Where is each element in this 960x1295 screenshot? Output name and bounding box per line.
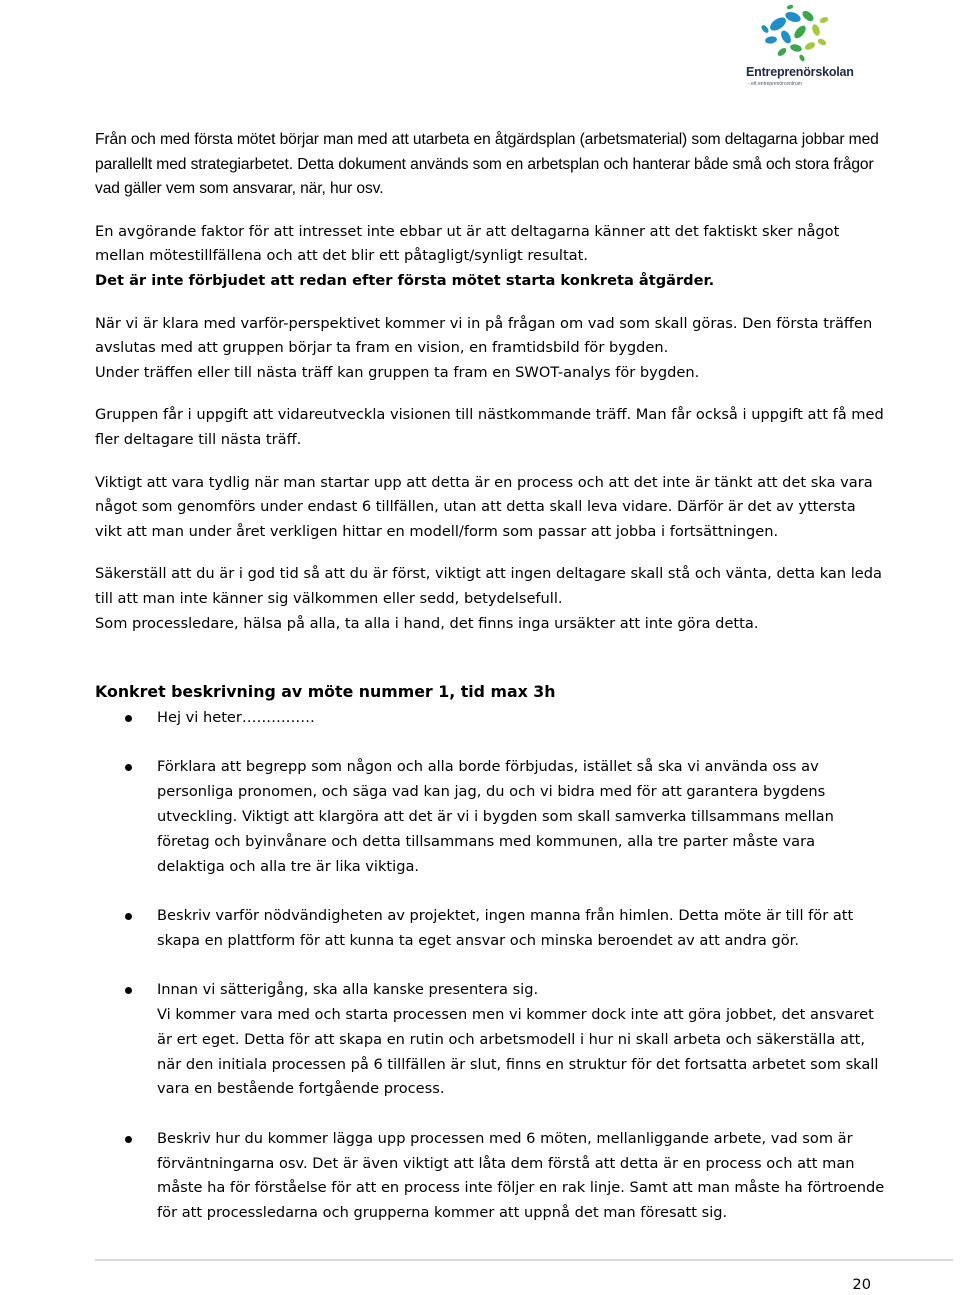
list-item-text: Hej vi heter…………… — [157, 709, 315, 727]
bullet-icon — [125, 764, 132, 771]
logo-name: Entreprenörskolan — [746, 65, 854, 79]
paragraph-6: Säkerställ att du är i god tid så att du är först, viktigt att ingen deltagare skall stå och vänta, detta kan leda till att man inte känner sig välkommen eller sedd, betydelsefull. — [95, 565, 882, 607]
paragraph-6b: Som processledare, hälsa på alla, ta alla i hand, det finns inga ursäkter att inte göra detta. — [95, 614, 759, 632]
bullet-icon — [125, 715, 132, 722]
list-item-text: Beskriv hur du kommer lägga upp processen med 6 möten, mellanliggande arbete, vad som är förväntningarna osv. Det är även viktigt att låta dem förstå att detta är en process och att man måste ha för förståelse för att en process inte följer en rak linje. Samt att man måste ha förtroende för att processledarna och grupperna kommer att uppnå det man föresatt sig. — [157, 1129, 885, 1222]
paragraph-5: Viktigt att vara tydlig när man startar upp att detta är en process och att det inte är tänkt att det ska vara något som genomförs under endast 6 tillfällen, utan att detta skall leva vidare. Därför är det av yttersta vikt att man under året verkligen hittar en modell/form som passar att jobba i fortsättningen. — [95, 473, 873, 540]
paragraph-2: En avgörande faktor för att intresset inte ebbar ut är att deltagarna känner att det faktiskt sker något mellan mötestillfällena och att det blir ett påtagligt/synligt resultat. — [95, 222, 840, 265]
list-item — [95, 978, 885, 1102]
list-item — [95, 1127, 885, 1226]
section-heading: Konkret beskrivning av möte nummer 1, tid max 3h — [95, 682, 556, 702]
page-number: 20 — [852, 1276, 871, 1293]
logo-subtitle: - ett entreprenörcentrum — [748, 81, 802, 87]
bullet-icon — [125, 913, 132, 920]
list-item-text-continued: Vi kommer vara med och starta processen men vi kommer dock inte att göra jobbet, det ansvaret är ert eget. Detta för att skapa en rutin och arbetsmodell i hur ni skall arbeta och säkerställa att, när den initiala processen på 6 tillfällen är slut, finns en struktur för det fortsatta arbetet som skall vara en bestående fortgående process. — [157, 1006, 879, 1098]
list-item — [95, 706, 885, 731]
logo — [738, 2, 854, 94]
list-item — [95, 904, 885, 954]
bullet-icon — [125, 1136, 132, 1143]
list-item-text: Förklara att begrepp som någon och alla borde förbjudas, istället så ska vi använda oss av personliga pronomen, och säga vad kan jag, du och vi bidra med för att garantera bygdens utveckling. Viktigt att klargöra att det är vi i bygden som skall samverka tillsammans mellan företag och byinvånare och detta tillsammans med kommunen, alla tre parter måste vara delaktiga och alla tre är lika viktiga. — [157, 758, 834, 875]
document-body — [95, 128, 885, 1251]
entreprenorskolan-leaf-cluster-logo-icon — [738, 2, 850, 66]
footer-divider — [95, 1259, 953, 1261]
paragraph-3b: Under träffen eller till nästa träff kan gruppen ta fram en SWOT-analys för bygden. — [95, 363, 700, 381]
paragraph-4: Gruppen får i uppgift att vidareutveckla visionen till nästkommande träff. Man får också i uppgift att få med fler deltagare till nästa träff. — [95, 406, 884, 448]
list-item — [95, 755, 885, 879]
bullet-icon — [125, 987, 132, 994]
list-item-text: Innan vi sätterigång, ska alla kanske presentera sig. — [157, 981, 539, 999]
paragraph-2-bold: Det är inte förbjudet att redan efter första mötet starta konkreta åtgärder. — [95, 271, 715, 289]
bullet-list — [95, 706, 885, 1226]
list-item-text: Beskriv varför nödvändigheten av projektet, ingen manna från himlen. Detta möte är till för att skapa en plattform för att kunna ta eget ansvar och minska beroendet av att andra gör. — [157, 907, 854, 949]
paragraph-1: Från och med första mötet börjar man med att utarbeta en åtgärdsplan (arbetsmaterial) som deltagarna jobbar med parallellt med strategiarbetet. Detta dokument används som en arbetsplan och hanterar både små och stora frågor vad gäller vem som ansvarar, när, hur osv. — [95, 131, 879, 198]
paragraph-3: När vi är klara med varför-perspektivet kommer vi in på frågan om vad som skall göras. Den första träffen avslutas med att gruppen börjar ta fram en vision, en framtidsbild för bygden. — [95, 314, 873, 357]
